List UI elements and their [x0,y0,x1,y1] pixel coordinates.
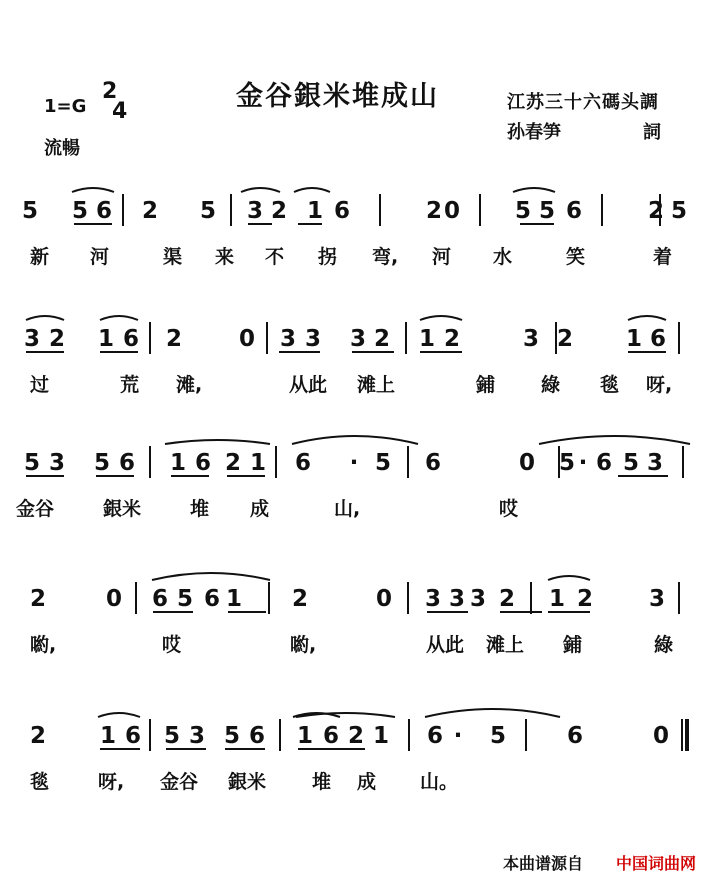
lyric-syllable: 弯, [372,246,399,268]
note: 2 [576,586,594,612]
lyric-syllable: 毯 [30,771,50,793]
note: 3 [646,450,664,476]
dot-mark: · [453,723,463,749]
note: 2 [425,198,443,224]
note: 2 [373,326,391,352]
slur [294,188,330,192]
note: 2 [498,586,516,612]
note: 6 [322,723,340,749]
lyric-syllable: 水 [493,246,513,268]
note: 1 [548,586,566,612]
note: 1 [169,450,187,476]
note: 5 [163,723,181,749]
note: 2 [141,198,159,224]
note: 3 [48,450,66,476]
note: 5 [93,450,111,476]
notation-line-1 [0,188,711,248]
notation-line-3 [0,440,711,500]
note: 3 [304,326,322,352]
note: 5 [23,450,41,476]
dot-mark: · [349,450,359,476]
lyric-syllable: 成 [357,771,377,793]
lyricist-name: 孙春笋 [507,122,561,143]
note: 5 [538,198,556,224]
slur [26,316,64,320]
lyric-syllable: 堆 [190,498,210,520]
slur [420,316,462,320]
note: 6 [122,326,140,352]
lyric-syllable: 滩, [176,374,203,396]
note: 6 [649,326,667,352]
note: 5 [21,198,39,224]
note: 1 [97,326,115,352]
lyrics-line-1 [0,242,711,272]
note: 6 [124,723,142,749]
note: 1 [306,198,324,224]
note: 1 [249,450,267,476]
lyric-syllable: 从此 [289,374,328,396]
note: 0 [238,326,256,352]
slur [513,188,555,192]
note: 5 [199,198,217,224]
slur [425,709,560,717]
lyrics-line-2 [0,370,711,400]
song-title: 金谷銀米堆成山 [236,81,439,112]
score-row-1 [0,188,711,318]
note: 2 [270,198,288,224]
slur [98,713,140,717]
time-signature-bottom: 4 [112,99,128,124]
note: 3 [424,586,442,612]
lyric-syllable: 綠 [541,374,561,396]
lyric-syllable: 堆 [312,771,332,793]
note: 5 [176,586,194,612]
lyric-syllable: 新 [30,246,50,268]
note: 2 [224,450,242,476]
lyric-syllable: 着 [653,246,673,268]
note: 5 [622,450,640,476]
score-row-2 [0,316,711,446]
note: 6 [203,586,221,612]
lyric-syllable: 山, [334,498,361,520]
note: 6 [424,450,442,476]
note: 2 [29,723,47,749]
lyric-syllable: 笑 [566,246,586,268]
note: 3 [188,723,206,749]
note: 3 [349,326,367,352]
note: 2 [443,326,461,352]
note: 6 [194,450,212,476]
note: 5 [71,198,89,224]
lyric-syllable: 渠 [163,246,183,268]
lyric-syllable: 金谷 [16,498,55,520]
lyric-syllable: 山。 [420,771,459,793]
lyric-syllable: 拐 [318,246,338,268]
score-row-3 [0,440,711,570]
lyric-syllable: 喲, [30,634,57,656]
lyric-syllable: 喲, [290,634,317,656]
note: 1 [225,586,243,612]
lyric-syllable: 从此 [426,634,465,656]
lyric-syllable: 銀米 [103,498,142,520]
lyric-syllable: 銀米 [228,771,267,793]
slur [241,188,280,192]
lyric-syllable: 荒 [120,374,140,396]
lyric-syllable: 哎 [499,498,519,520]
notation-line-4 [0,576,711,636]
note: 5 [670,198,688,224]
note: 6 [566,723,584,749]
note: 3 [522,326,540,352]
lyric-syllable: 成 [250,498,270,520]
lyric-syllable: 綠 [654,634,674,656]
lyric-syllable: 过 [30,374,50,396]
score-row-4 [0,576,711,706]
note: 5 [374,450,392,476]
note: 0 [518,450,536,476]
note: 0 [375,586,393,612]
slur [152,573,270,580]
score-row-5 [0,713,711,843]
footer-site-link[interactable]: 中国词曲网 [616,854,697,873]
note: 6 [426,723,444,749]
lyrics-line-3 [0,494,711,524]
lyric-syllable: 呀, [98,771,125,793]
lyrics-line-5 [0,767,711,797]
dot-mark: · [578,450,588,476]
note: 2 [647,198,665,224]
note: 1 [625,326,643,352]
lyrics-line-4 [0,630,711,660]
note: 2 [291,586,309,612]
slur [628,316,666,320]
note: 6 [95,198,113,224]
note: 5 [514,198,532,224]
note: 6 [333,198,351,224]
note: 5 [558,450,576,476]
note: 0 [105,586,123,612]
time-signature [102,79,128,124]
note: 6 [294,450,312,476]
note: 2 [165,326,183,352]
note: 3 [279,326,297,352]
note: 3 [23,326,41,352]
lyric-syllable: 鋪 [476,374,496,396]
slur [548,576,590,580]
lyric-syllable: 滩上 [486,634,525,656]
key-signature: 1=G [44,96,87,117]
melody-source: 江苏三十六碼头調 [507,92,659,113]
note: 1 [372,723,390,749]
lyric-syllable: 不 [265,246,285,268]
note: 2 [347,723,365,749]
tempo-marking: 流暢 [44,138,80,159]
note: 1 [418,326,436,352]
note: 6 [118,450,136,476]
lyric-syllable: 金谷 [160,771,199,793]
note: 5 [223,723,241,749]
lyric-syllable: 鋪 [563,634,583,656]
note: 3 [246,198,264,224]
note: 6 [248,723,266,749]
note: 6 [151,586,169,612]
time-signature-top: 2 [102,79,118,104]
lyric-syllable: 滩上 [357,374,396,396]
slur [100,316,138,320]
notation-line-2 [0,316,711,376]
note: 2 [48,326,66,352]
note: 1 [296,723,314,749]
note: 2 [556,326,574,352]
note: 0 [652,723,670,749]
note: 3 [448,586,466,612]
slur [72,188,114,192]
note: 0 [443,198,461,224]
lyric-syllable: 河 [90,246,110,268]
note: 3 [648,586,666,612]
note: 6 [595,450,613,476]
note: 3 [469,586,487,612]
note: 6 [565,198,583,224]
lyric-syllable: 毯 [600,374,620,396]
lyric-syllable: 哎 [162,634,182,656]
footer-source-label: 本曲谱源自 [503,854,584,873]
lyric-syllable: 呀, [646,374,673,396]
note: 2 [29,586,47,612]
lyric-syllable: 河 [432,246,452,268]
lyric-syllable: 来 [215,246,235,268]
lyricist-role: 詞 [643,122,661,143]
notation-line-5 [0,713,711,773]
note: 5 [489,723,507,749]
slur [165,440,270,444]
note: 1 [99,723,117,749]
